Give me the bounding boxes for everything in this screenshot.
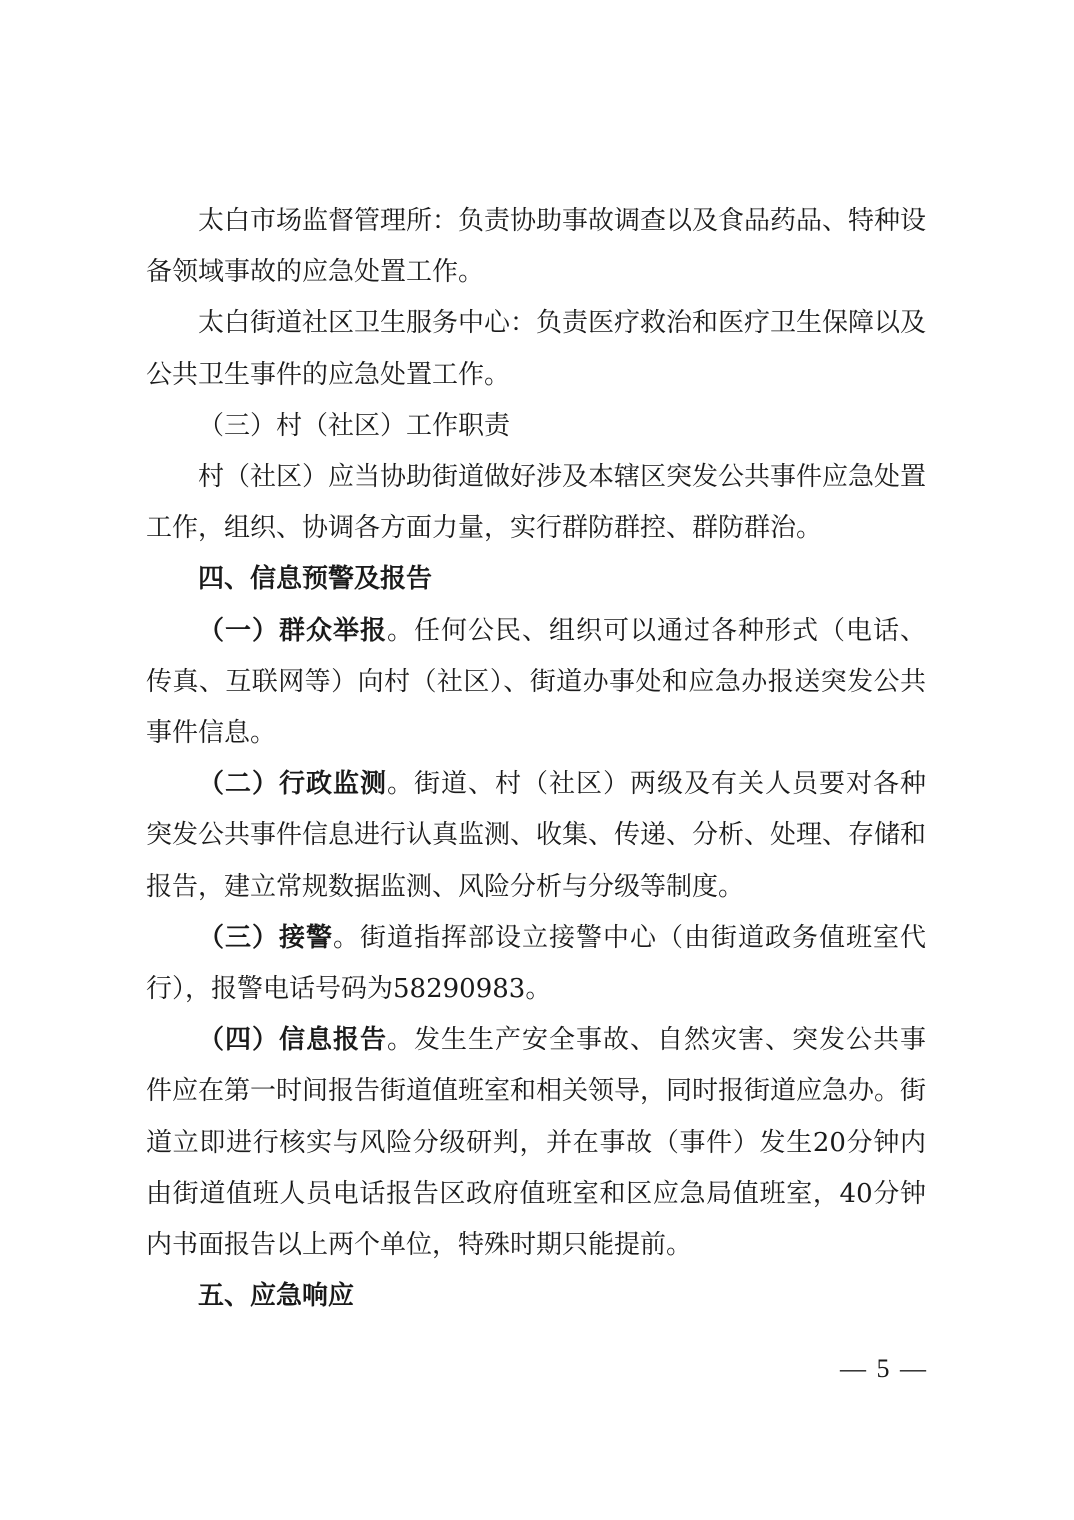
page-number: — 5 —: [840, 1354, 928, 1383]
paragraph-health-center: 太白街道社区卫生服务中心：负责医疗救治和医疗卫生保障以及公共卫生事件的应急处置工作。: [146, 308, 927, 390]
paragraph-market-supervision: 太白市场监督管理所：负责协助事故调查以及食品药品、特种设备领域事故的应急处置工作。: [146, 206, 927, 288]
text-alarm-receiving: 。街道指挥部设立接警中心（由街道政务值班室代行），报警电话号码为58290983。: [146, 922, 926, 1005]
paragraph-alarm-receiving: [146, 913, 926, 1015]
paragraph-village-duties: 村（社区）应当协助街道做好涉及本辖区突发公共事件应急处置工作，组织、协调各方面力量，实行群防群控、群防群治。: [146, 462, 927, 544]
subheading-village-duties: （三）村（社区）工作职责: [198, 410, 511, 441]
text-info-report: 。发生生产安全事故、自然灾害、突发公共事件应在第一时间报告街道值班室和相关领导，同时报街道应急办。街道立即进行核实与风险分级研判，并在事故（事件）发生20分钟内由街道值班人员电话报告区政府值班室和区应急局值班室，40分钟内书面报告以上两个单位，特殊时期只能提前。: [146, 1025, 927, 1261]
text-admin-monitoring: 。街道、村（社区）两级及有关人员要对各种突发公共事件信息进行认真监测、收集、传递、分析、处理、存储和报告，建立常规数据监测、风险分析与分级等制度。: [146, 769, 927, 902]
heading-emergency-response: 五、应急响应: [198, 1281, 355, 1312]
lead-public-report: （一）群众举报: [198, 615, 387, 646]
paragraph-info-report: [146, 1015, 926, 1271]
heading-info-warning: 四、信息预警及报告: [198, 564, 433, 595]
text-public-report: 。任何公民、组织可以通过各种形式（电话、传真、互联网等）向村（社区）、街道办事处和应急办报送突发公共事件信息。: [146, 615, 926, 749]
paragraph-public-report: [146, 606, 926, 760]
lead-admin-monitoring: （二）行政监测: [198, 769, 387, 800]
paragraph-admin-monitoring: [146, 759, 926, 913]
lead-info-report: （四）信息报告: [198, 1025, 387, 1056]
document-body: [146, 196, 926, 1322]
lead-alarm-receiving: （三）接警: [198, 922, 333, 953]
